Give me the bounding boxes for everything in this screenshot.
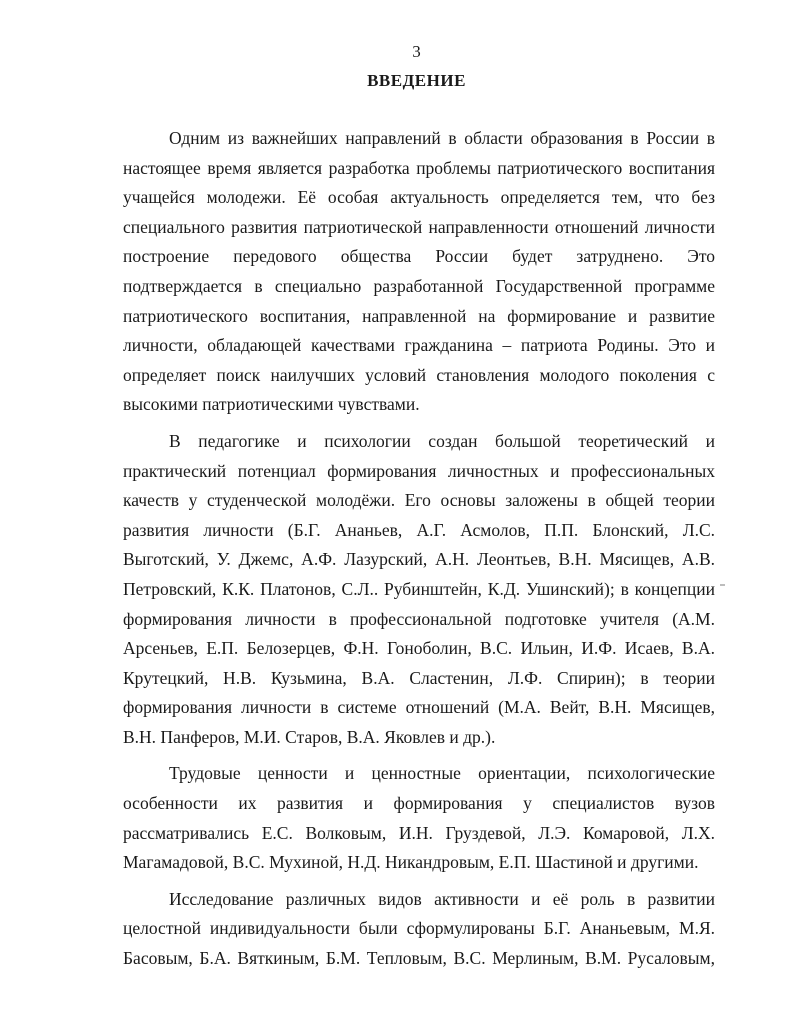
document-body <box>123 124 715 981</box>
scan-artifact <box>720 584 725 586</box>
paragraph-intro: Одним из важнейших направлений в области образования в России в настоящее время является разработка проблемы патриотического воспитания учащейся молодежи. Её особая актуальность определяется тем, что без специального развития патриотической направленности отношений личности построение передового общества России будет затруднено. Это подтверждается в специально разработанной Государственной программе патриотического воспитания, направленной на формирование и развитие личности, обладающей качествами гражданина – патриота Родины. Это и определяет поиск наилучших условий становления молодого поколения с высокими патриотическими чувствами. <box>123 128 715 415</box>
paragraph-activity: Исследование различных видов активности и её роль в развитии целостной индивидуальности были сформулированы Б.Г. Ананьевым, М.Я. Басовым, Б.А. Вяткиным, Б.М. Тепловым, В.С. Мерлиным, В.М. Русаловым, <box>123 888 715 969</box>
paragraph-values: Трудовые ценности и ценностные ориентации, психологические особенности их развития и формирования у специалистов вузов рассматривались Е.С. Волковым, И.Н. Груздевой, Л.Э. Комаровой, Л.Х. Магамадовой, В.С. Мухиной, Н.Д. Никандровым, Е.П. Шастиной и другими. <box>123 763 715 873</box>
page-number: 3 <box>412 42 421 61</box>
paragraph-pedagogy: В педагогике и психологии создан большой теоретический и практический потенциал формирования личностных и профессиональных качеств у студенческой молодёжи. Его основы заложены в общей теории развития личности (Б.Г. Ананьев, А.Г. Асмолов, П.П. Блонский, Л.С. Выготский, У. Джемс, А.Ф. Лазурский, А.Н. Леонтьев, В.Н. Мясищев, А.В. Петровский, К.К. Платонов, С.Л.. Рубинштейн, К.Д. Ушинский); в концепции формирования личности в профессиональной подготовке учителя (А.М. Арсеньев, Е.П. Белозерцев, Ф.Н. Гоноболин, В.С. Ильин, И.Ф. Исаев, В.А. Крутецкий, Н.В. Кузьмина, В.А. Сластенин, Л.Ф. Спирин); в теории формирования личности в системе отношений (М.А. Вейт, В.Н. Мясищев, В.Н. Панферов, М.И. Старов, В.А. Яковлев и др.). <box>123 430 715 747</box>
page-title: ВВЕДЕНИЕ <box>367 71 466 90</box>
